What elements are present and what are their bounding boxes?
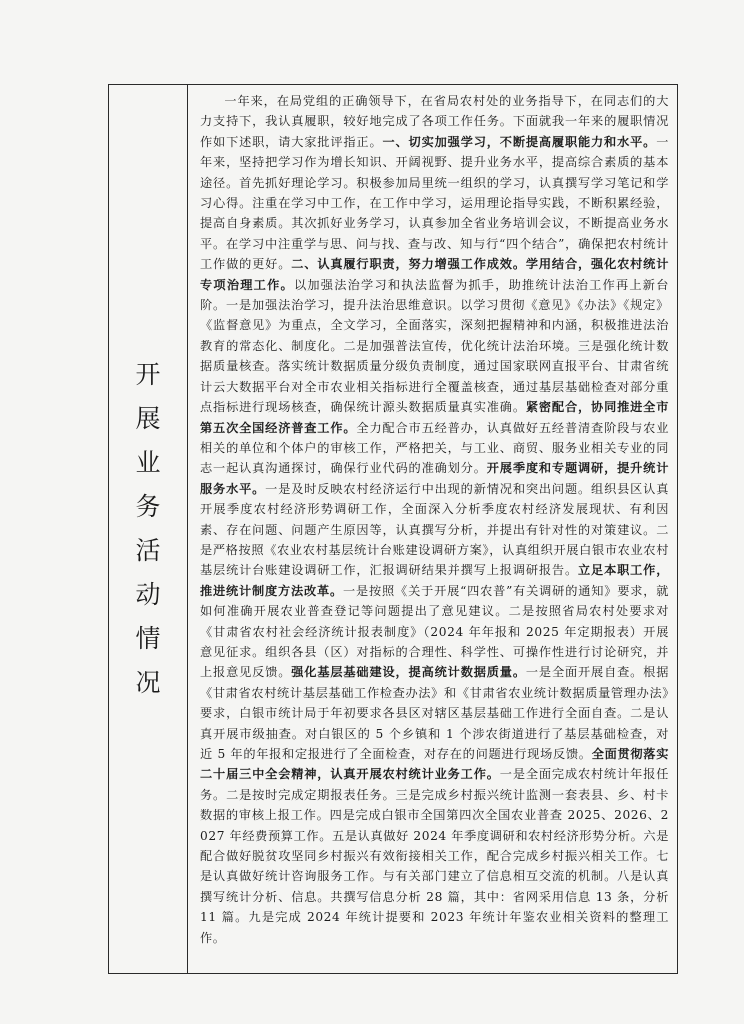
duties-text: 以加强法治学习和执法监督为抓手，助推统计法治工作再上新台阶。一是加强法治学习，提升法治思维意识。以学习贯彻《意见》《办法》《规定》《监督意见》为重点，全文学习，全面落实，深刻把握精神和内涵，积极推进法治教育的常态化、制度化。二是加强普法宣传，优化统计法治环境。三是强化统计数据质量核查。落实统计数据质量分级负责制度，通过国家联网直报平台、甘肃省统计云大数据平台对全市农业相关指标进行全覆盖核查，通过基层基础检查对部分重点指标进行现场核查，确保统计源头数据质量真实准确。 [200,277,669,415]
heading-grassroots: 强化基层基础建设，提高统计数据质量。 [291,665,526,680]
form-table [108,84,678,974]
grassroots-text: 一是全面开展自查。根据《甘肃省农村统计基层基础工作检查办法》和《甘肃省农业统计数据质量管理办法》要求，白银市统计局于年初要求各县区对辖区基层基础工作进行全面自查。二是认真开展市级抽查。对白银区的 5 个乡镇和 1 个涉农街道进行了基层基础检查，对近 5 年的年报和定报进行了全面检查，对存在的问题进行现场反馈。 [200,665,670,761]
heading-reform: 立足本职工作，推进统计制度方法改革。 [200,563,669,598]
heading-census: 紧密配合，协同推进全市第五次全国经济普查工作。 [200,400,669,435]
section-label-char: 业 [135,448,161,477]
section-label-char: 情 [135,624,161,653]
section-label-char: 动 [135,580,161,609]
research-text: 一是及时反映农村经济运行中出现的新情况和突出问题。组织县区认真开展季度农村经济形势调研工作，全面深入分析季度农村经济发展现状、有利因素、存在问题、问题产生原因等，认真撰写分析，并提出有针对性的对策建议。二是严格按照《农业农村基层统计台账建设调研方案》，认真组织开展白银市农业农村基层统计台账建设调研工作，汇报调研结果并撰写上报调研报告。 [200,481,669,578]
census-text: 全力配合市五经普办，认真做好五经普清查阶段与农业相关的单位和个体户的审核工作，严格把关，与工业、商贸、服务业相关专业的同志一起认真沟通探讨，确保行业代码的准确划分。 [200,420,669,476]
section-label-char: 展 [135,404,161,433]
study-text: 一年来，坚持把学习作为增长知识、开阔视野、提升业务水平，提高综合素质的基本途径。首先抓好理论学习。积极参加局里统一组织的学习，认真撰写学习笔记和学习心得。注重在学习中工作，在工作中学习，运用理论指导实践，不断积累经验，提高自身素质。其次抓好业务学习，认真参加全省业务培训会议，不断提高业务水平。在学习中注重学与思、问与找、查与改、知与行“四个结合”，确保把农村统计工作做的更好。 [200,134,669,272]
content-cell [188,85,677,973]
section-label-char: 活 [135,536,161,565]
intro-text: 一年来，在局党组的正确领导下，在省局农村处的业务指导下，在同志们的大力支持下，我认真履职，较好地完成了各项工作任务。下面就我一年来的履职情况作如下述职，请大家批评指正。 [200,94,669,149]
body-paragraph [200,91,669,948]
section-label-char: 况 [135,668,161,697]
reform-text: 一是按照《关于开展“四农普”有关调研的通知》要求，就如何准确开展农业普查登记等问题提出了意见建议。二是按照省局农村处要求对《甘肃省农村社会经济统计报表制度》（2024 年年报和 2025 年定期报表）开展意见征求。组织各县（区）对指标的合理性、科学性、可操作性进行讨论研究，并上报意见反馈。 [200,583,670,680]
section-label-char: 开 [135,360,161,389]
section-label-char: 务 [135,492,161,521]
plenum-text: 一是全面完成农村统计年报任务。二是按时完成定期报表任务。三是完成乡村振兴统计监测一套表县、乡、村卡数据的审核上报工作。四是完成白银市全国第四次全国农业普查 2025、2026、2027 年经费预算工作。五是认真做好 2024 年季度调研和农村经济形势分析。六是配合做好脱贫攻坚同乡村振兴有效衔接相关工作，配合完成乡村振兴相关工作。七是认真做好统计咨询服务工作。与有关部门建立了信息相互交流的机制。八是认真撰写统计分析、信息。共撰写信息分析 28 篇，其中：省网采用信息 13 条，分析 11 篇。九是完成 2024 年统计提要和 2023 年统计年鉴农业相关资料的整理工作。 [200,767,669,945]
heading-plenum: 全面贯彻落实二十届三中全会精神，认真开展农村统计业务工作。 [200,747,670,782]
heading-research: 开展季度和专题调研，提升统计服务水平。 [200,461,669,496]
section-label-cell [109,85,188,973]
heading-duties: 二、认真履行职责，努力增强工作成效。学用结合，强化农村统计专项治理工作。 [200,257,669,292]
heading-study: 一、切实加强学习，不断提高履职能力和水平。 [382,134,657,149]
